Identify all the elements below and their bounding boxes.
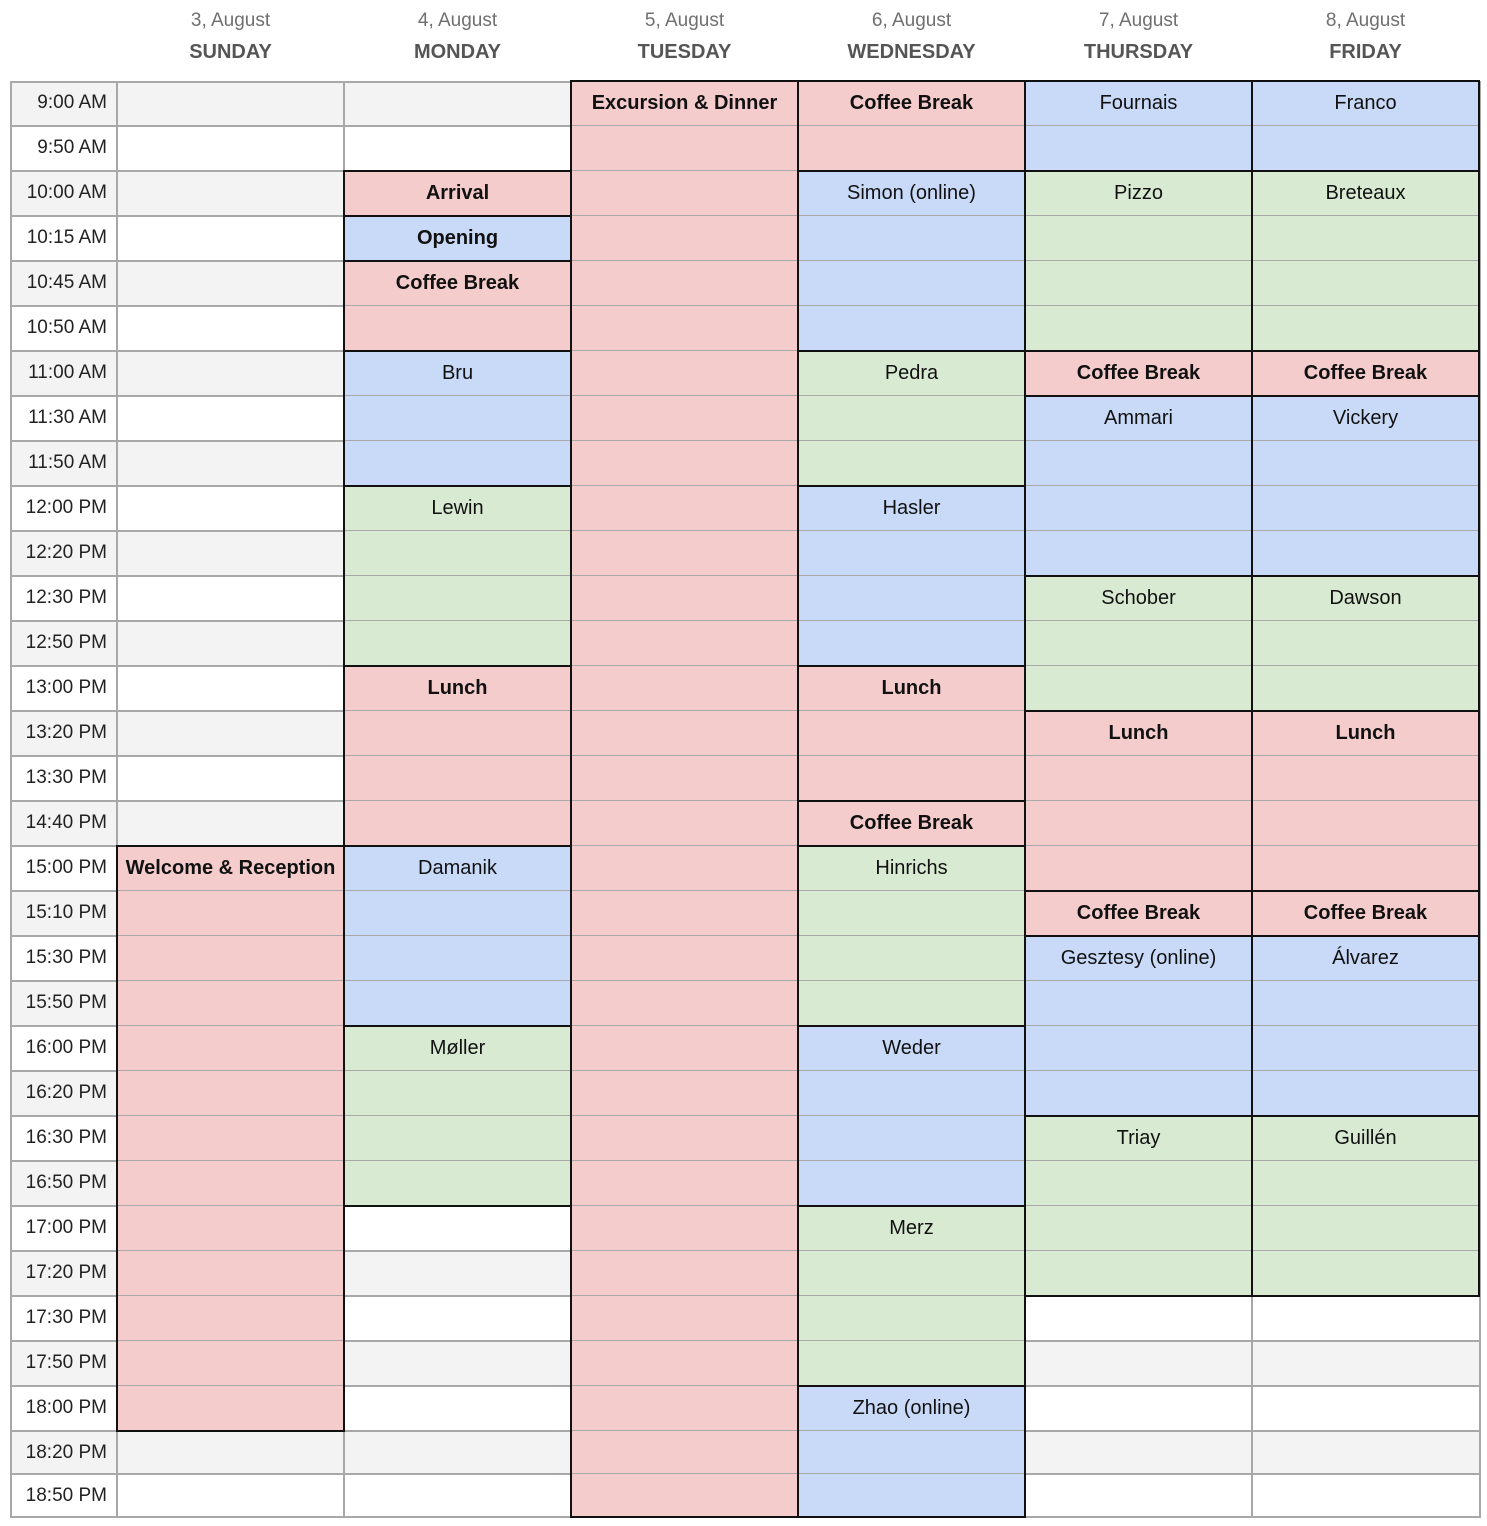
day-weekday: THURSDAY xyxy=(1083,41,1194,63)
slot-divider xyxy=(1253,1025,1478,1026)
event-label: Pizzo xyxy=(1114,182,1163,204)
slot-divider xyxy=(345,935,570,936)
event-label: Lunch xyxy=(1108,722,1169,744)
slot-divider xyxy=(799,1250,1024,1251)
slot-divider xyxy=(1253,665,1478,666)
slot-divider xyxy=(1253,1070,1478,1071)
slot-divider xyxy=(799,755,1024,756)
slot-divider xyxy=(1253,980,1478,981)
slot-divider xyxy=(1253,1250,1478,1251)
slot-divider xyxy=(345,755,570,756)
event-lunch[interactable] xyxy=(797,665,1026,802)
slot-divider xyxy=(799,1295,1024,1296)
slot-divider xyxy=(1026,1070,1251,1071)
slot-divider xyxy=(572,530,797,531)
event-hasler[interactable] xyxy=(797,485,1026,667)
time-label: 15:30 PM xyxy=(25,947,107,968)
day-header xyxy=(344,0,571,80)
time-label: 12:20 PM xyxy=(25,542,107,563)
slot-divider xyxy=(1253,845,1478,846)
slot-divider xyxy=(572,890,797,891)
slot-divider xyxy=(572,800,797,801)
slot-divider xyxy=(799,1430,1024,1431)
time-label: 15:00 PM xyxy=(25,857,107,878)
event-lunch[interactable] xyxy=(1251,710,1480,892)
event-label: Coffee Break xyxy=(1303,362,1428,384)
slot-divider xyxy=(1253,1160,1478,1161)
event-label: Coffee Break xyxy=(849,92,974,114)
day-date: 3, August xyxy=(190,10,271,31)
event-label: Coffee Break xyxy=(1303,902,1428,924)
slot-divider xyxy=(118,1295,343,1296)
time-label: 9:00 AM xyxy=(37,92,107,113)
slot-divider xyxy=(118,1205,343,1206)
event-coffee-break[interactable] xyxy=(797,800,1026,847)
slot-divider xyxy=(572,215,797,216)
day-header xyxy=(798,0,1025,80)
event-label: Breteaux xyxy=(1325,182,1406,204)
slot-divider xyxy=(572,1430,797,1431)
event-label: Fournais xyxy=(1099,92,1178,114)
slot-divider xyxy=(572,125,797,126)
time-label: 13:20 PM xyxy=(25,722,107,743)
event-pedra[interactable] xyxy=(797,350,1026,487)
slot-divider xyxy=(345,710,570,711)
day-date: 4, August xyxy=(417,10,498,31)
day-weekday: SUNDAY xyxy=(189,41,272,63)
slot-divider xyxy=(118,1385,343,1386)
time-label: 16:20 PM xyxy=(25,1082,107,1103)
event-damanik[interactable] xyxy=(343,845,572,1027)
slot-divider xyxy=(572,1385,797,1386)
event-m-ller[interactable] xyxy=(343,1025,572,1207)
slot-divider xyxy=(799,125,1024,126)
slot-divider xyxy=(1026,215,1251,216)
day-header xyxy=(117,0,344,80)
slot-divider xyxy=(1253,1205,1478,1206)
slot-divider xyxy=(1026,260,1251,261)
slot-divider xyxy=(118,890,343,891)
slot-divider xyxy=(1026,485,1251,486)
slot-divider xyxy=(345,530,570,531)
slot-divider xyxy=(572,575,797,576)
day-weekday: MONDAY xyxy=(413,41,502,63)
slot-divider xyxy=(1026,305,1251,306)
time-label: 15:10 PM xyxy=(25,902,107,923)
time-label: 17:50 PM xyxy=(25,1352,107,1373)
slot-divider xyxy=(118,935,343,936)
event-coffee-break[interactable] xyxy=(343,260,572,352)
event-label: Álvarez xyxy=(1332,947,1399,969)
slot-divider xyxy=(572,620,797,621)
time-label: 17:00 PM xyxy=(25,1217,107,1238)
slot-divider xyxy=(572,1295,797,1296)
event-guill-n[interactable] xyxy=(1251,1115,1480,1297)
slot-divider xyxy=(572,1070,797,1071)
event-lewin[interactable] xyxy=(343,485,572,667)
time-label: 15:50 PM xyxy=(25,992,107,1013)
event-opening[interactable] xyxy=(343,215,572,262)
event-label: Hinrichs xyxy=(875,857,948,879)
event-label: Gesztesy (online) xyxy=(1060,947,1217,969)
slot-divider xyxy=(799,1115,1024,1116)
time-label: 12:00 PM xyxy=(25,497,107,518)
day-date: 6, August xyxy=(871,10,952,31)
slot-divider xyxy=(572,665,797,666)
day-date: 8, August xyxy=(1325,10,1406,31)
event-label: Simon (online) xyxy=(847,182,976,204)
event-label: Lunch xyxy=(427,677,488,699)
event-fournais[interactable] xyxy=(1024,80,1253,172)
slot-divider xyxy=(572,980,797,981)
slot-divider xyxy=(1253,125,1478,126)
slot-divider xyxy=(118,1340,343,1341)
event-breteaux[interactable] xyxy=(1251,170,1480,352)
slot-divider xyxy=(799,260,1024,261)
event-coffee-break[interactable] xyxy=(1024,350,1253,397)
time-label: 9:50 AM xyxy=(37,137,107,158)
slot-divider xyxy=(799,1070,1024,1071)
slot-divider xyxy=(799,935,1024,936)
slot-divider xyxy=(1026,800,1251,801)
day-header xyxy=(1252,0,1479,80)
day-weekday: TUESDAY xyxy=(637,41,732,63)
slot-divider xyxy=(1253,755,1478,756)
event-label: Franco xyxy=(1334,92,1397,114)
event-lunch[interactable] xyxy=(1024,710,1253,892)
slot-divider xyxy=(1026,440,1251,441)
slot-divider xyxy=(799,575,1024,576)
slot-divider xyxy=(572,845,797,846)
time-label: 13:00 PM xyxy=(25,677,107,698)
slot-divider xyxy=(1253,305,1478,306)
slot-divider xyxy=(345,1070,570,1071)
slot-divider xyxy=(1026,845,1251,846)
event-pizzo[interactable] xyxy=(1024,170,1253,352)
slot-divider xyxy=(572,350,797,351)
event-label: Coffee Break xyxy=(1076,362,1201,384)
slot-divider xyxy=(1253,620,1478,621)
event-franco[interactable] xyxy=(1251,80,1480,172)
event-excursion-dinner[interactable] xyxy=(570,80,799,1518)
slot-divider xyxy=(799,710,1024,711)
slot-divider xyxy=(572,1115,797,1116)
slot-divider xyxy=(1026,1160,1251,1161)
slot-divider xyxy=(572,260,797,261)
event-label: Opening xyxy=(416,227,499,249)
slot-divider xyxy=(345,980,570,981)
day-header xyxy=(571,0,798,80)
time-label: 17:20 PM xyxy=(25,1262,107,1283)
event-label: Bru xyxy=(441,362,474,384)
event-simon-online[interactable] xyxy=(797,170,1026,352)
slot-divider xyxy=(572,440,797,441)
event-label: Møller xyxy=(429,1037,486,1059)
slot-divider xyxy=(572,1205,797,1206)
event-label: Dawson xyxy=(1329,587,1402,609)
slot-divider xyxy=(345,440,570,441)
slot-divider xyxy=(799,890,1024,891)
slot-divider xyxy=(118,1070,343,1071)
event-label: Lewin xyxy=(431,497,484,519)
slot-divider xyxy=(118,1250,343,1251)
time-label: 16:30 PM xyxy=(25,1127,107,1148)
event-hinrichs[interactable] xyxy=(797,845,1026,1027)
event-label: Hasler xyxy=(882,497,941,519)
slot-divider xyxy=(1026,1250,1251,1251)
slot-divider xyxy=(345,395,570,396)
slot-divider xyxy=(1026,1205,1251,1206)
slot-divider xyxy=(799,980,1024,981)
event-bru[interactable] xyxy=(343,350,572,487)
time-label: 10:50 AM xyxy=(26,317,107,338)
event-vickery[interactable] xyxy=(1251,395,1480,577)
day-date: 7, August xyxy=(1098,10,1179,31)
event-label: Ammari xyxy=(1104,407,1173,429)
event-label: Coffee Break xyxy=(849,812,974,834)
event-label: Excursion & Dinner xyxy=(591,92,778,114)
time-label: 18:00 PM xyxy=(25,1397,107,1418)
slot-divider xyxy=(1026,530,1251,531)
slot-divider xyxy=(572,305,797,306)
time-label: 11:30 AM xyxy=(28,407,107,428)
event-label: Zhao (online) xyxy=(852,1397,971,1419)
slot-divider xyxy=(1026,665,1251,666)
slot-divider xyxy=(799,1473,1024,1474)
slot-divider xyxy=(799,215,1024,216)
slot-divider xyxy=(1026,620,1251,621)
slot-divider xyxy=(799,1160,1024,1161)
time-label: 13:30 PM xyxy=(25,767,107,788)
event-weder[interactable] xyxy=(797,1025,1026,1207)
slot-divider xyxy=(1026,980,1251,981)
slot-divider xyxy=(572,1340,797,1341)
slot-divider xyxy=(572,1160,797,1161)
slot-divider xyxy=(799,440,1024,441)
slot-divider xyxy=(799,530,1024,531)
event-label: Coffee Break xyxy=(1076,902,1201,924)
slot-divider xyxy=(118,980,343,981)
slot-divider xyxy=(118,1115,343,1116)
slot-divider xyxy=(1026,125,1251,126)
time-label: 14:40 PM xyxy=(25,812,107,833)
event-triay[interactable] xyxy=(1024,1115,1253,1297)
slot-divider xyxy=(799,620,1024,621)
event-coffee-break[interactable] xyxy=(1251,890,1480,937)
slot-divider xyxy=(572,710,797,711)
slot-divider xyxy=(572,1250,797,1251)
day-weekday: FRIDAY xyxy=(1329,41,1402,63)
event-welcome-reception[interactable] xyxy=(116,845,345,1432)
event-label: Weder xyxy=(882,1037,941,1059)
time-label: 18:20 PM xyxy=(25,1442,107,1463)
slot-divider xyxy=(1253,485,1478,486)
time-label: 18:50 PM xyxy=(25,1485,107,1506)
slot-divider xyxy=(572,935,797,936)
slot-divider xyxy=(572,755,797,756)
slot-divider xyxy=(1026,755,1251,756)
slot-divider xyxy=(1253,215,1478,216)
day-weekday: WEDNESDAY xyxy=(847,41,976,63)
event-ammari[interactable] xyxy=(1024,395,1253,577)
event-label: Coffee Break xyxy=(395,272,520,294)
slot-divider xyxy=(572,1473,797,1474)
event-zhao-online[interactable] xyxy=(797,1385,1026,1518)
slot-divider xyxy=(1253,440,1478,441)
event-label: Damanik xyxy=(418,857,497,879)
event-lvarez[interactable] xyxy=(1251,935,1480,1117)
event-coffee-break[interactable] xyxy=(1251,350,1480,397)
event-merz[interactable] xyxy=(797,1205,1026,1387)
day-header xyxy=(1025,0,1252,80)
slot-divider xyxy=(572,170,797,171)
slot-divider xyxy=(799,1340,1024,1341)
event-label: Lunch xyxy=(881,677,942,699)
slot-divider xyxy=(345,575,570,576)
event-coffee-break[interactable] xyxy=(797,80,1026,172)
slot-divider xyxy=(572,485,797,486)
time-label: 12:50 PM xyxy=(25,632,107,653)
event-label: Welcome & Reception xyxy=(125,857,336,879)
time-label: 10:00 AM xyxy=(26,182,107,203)
event-label: Schober xyxy=(1101,587,1176,609)
slot-divider xyxy=(118,1160,343,1161)
slot-divider xyxy=(118,1025,343,1026)
slot-divider xyxy=(345,620,570,621)
slot-divider xyxy=(345,890,570,891)
event-label: Triay xyxy=(1116,1127,1161,1149)
slot-divider xyxy=(572,395,797,396)
event-label: Pedra xyxy=(884,362,939,384)
event-arrival[interactable] xyxy=(343,170,572,217)
slot-divider xyxy=(1253,260,1478,261)
slot-divider xyxy=(345,800,570,801)
event-schober[interactable] xyxy=(1024,575,1253,712)
time-label: 11:00 AM xyxy=(28,362,107,383)
slot-divider xyxy=(799,395,1024,396)
time-label: 17:30 PM xyxy=(25,1307,107,1328)
day-date: 5, August xyxy=(644,10,725,31)
time-label: 10:45 AM xyxy=(26,272,107,293)
slot-divider xyxy=(799,305,1024,306)
slot-divider xyxy=(1253,800,1478,801)
event-dawson[interactable] xyxy=(1251,575,1480,712)
time-label: 10:15 AM xyxy=(26,227,107,248)
time-label: 16:00 PM xyxy=(25,1037,107,1058)
event-gesztesy-online[interactable] xyxy=(1024,935,1253,1117)
slot-divider xyxy=(345,305,570,306)
event-label: Merz xyxy=(889,1217,934,1239)
time-label: 12:30 PM xyxy=(25,587,107,608)
slot-divider xyxy=(572,1025,797,1026)
event-label: Arrival xyxy=(425,182,490,204)
slot-divider xyxy=(345,1160,570,1161)
slot-divider xyxy=(1253,530,1478,531)
event-label: Guillén xyxy=(1334,1127,1397,1149)
slot-divider xyxy=(345,1115,570,1116)
event-label: Vickery xyxy=(1332,407,1399,429)
slot-divider xyxy=(1026,1025,1251,1026)
event-coffee-break[interactable] xyxy=(1024,890,1253,937)
time-label: 16:50 PM xyxy=(25,1172,107,1193)
event-lunch[interactable] xyxy=(343,665,572,847)
event-label: Lunch xyxy=(1335,722,1396,744)
time-label: 11:50 AM xyxy=(28,452,107,473)
